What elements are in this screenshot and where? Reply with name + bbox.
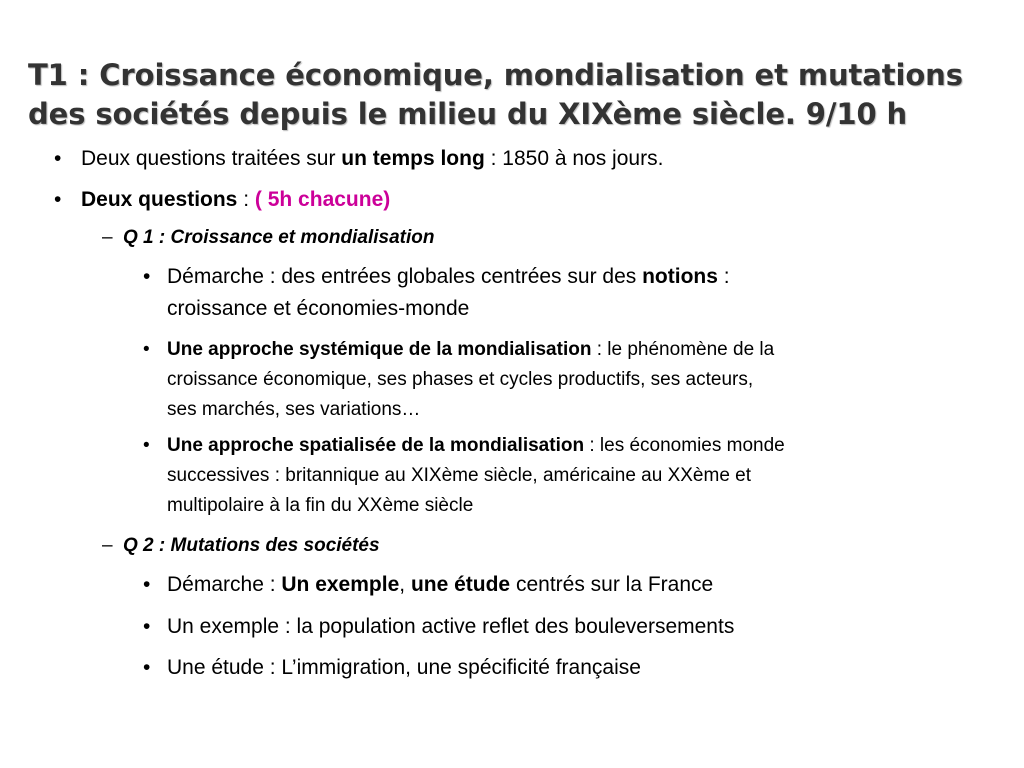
item-bold-text: Une approche systémique de la mondialisation bbox=[167, 339, 592, 360]
item-bold-text: notions bbox=[642, 265, 718, 288]
list-item-time-span bbox=[54, 146, 664, 172]
dash-icon: – bbox=[102, 227, 113, 248]
item-text: : 1850 à nos jours. bbox=[484, 147, 664, 170]
sub-heading-q1 bbox=[102, 226, 435, 250]
item-text: : le phénomène de la bbox=[591, 339, 775, 360]
item-text: Démarche : des entrées globales centrées sur des bbox=[167, 265, 643, 288]
item-text: : bbox=[717, 265, 730, 288]
item-bold-text: Un exemple bbox=[281, 573, 400, 596]
item-bold-text: Deux questions bbox=[81, 188, 238, 211]
item-text: croissance économique, ses phases et cycles productifs, ses acteurs, bbox=[167, 369, 754, 390]
item-bold-text: Une approche spatialisée de la mondialisation bbox=[167, 435, 585, 456]
item-text: croissance et économies-monde bbox=[167, 297, 470, 320]
item-text: successives : britannique au XIXème siècle, américaine au XXème et bbox=[167, 465, 752, 486]
list-item-example bbox=[143, 611, 1007, 643]
bullet-icon: • bbox=[54, 188, 62, 211]
item-text: multipolaire à la fin du XXème siècle bbox=[167, 495, 474, 516]
item-bold-text: une étude bbox=[410, 573, 511, 596]
duration-highlight: ( 5h chacune) bbox=[254, 188, 391, 211]
list-item-q1-approach bbox=[143, 261, 1007, 325]
slide-title-line-2: des sociétés depuis le milieu du XIXème siècle. 9/10 h bbox=[28, 97, 908, 131]
item-bold-text: un temps long bbox=[341, 147, 485, 170]
item-text: Démarche : bbox=[167, 573, 282, 596]
list-item-spatial-approach bbox=[143, 431, 1007, 521]
item-text: Deux questions traitées sur bbox=[81, 147, 342, 170]
dash-icon: – bbox=[102, 535, 113, 556]
item-text: ses marchés, ses variations… bbox=[167, 399, 421, 420]
bullet-icon: • bbox=[143, 573, 151, 596]
bullet-icon: • bbox=[143, 615, 151, 638]
question-label: Q 1 : Croissance et mondialisation bbox=[123, 227, 435, 248]
list-item-q2-approach bbox=[143, 569, 1007, 601]
question-label: Q 2 : Mutations des sociétés bbox=[123, 535, 380, 556]
list-item-systemic-approach bbox=[143, 335, 1007, 425]
list-item-two-questions bbox=[54, 187, 391, 213]
item-text: , bbox=[399, 573, 411, 596]
list-item-study bbox=[143, 652, 1007, 684]
item-text: centrés sur la France bbox=[510, 573, 714, 596]
item-text: : bbox=[237, 188, 255, 211]
bullet-icon: • bbox=[143, 656, 151, 679]
item-text: Une étude : L’immigration, une spécificité française bbox=[167, 656, 641, 679]
sub-heading-q2 bbox=[102, 534, 380, 558]
slide-title-line-1: T1 : Croissance économique, mondialisation et mutations bbox=[28, 58, 963, 92]
item-text: Un exemple : la population active reflet des bouleversements bbox=[167, 615, 735, 638]
bullet-icon: • bbox=[54, 147, 62, 170]
bullet-icon: • bbox=[143, 435, 150, 456]
item-text: : les économies monde bbox=[584, 435, 785, 456]
bullet-icon: • bbox=[143, 339, 150, 360]
bullet-icon: • bbox=[143, 265, 151, 288]
